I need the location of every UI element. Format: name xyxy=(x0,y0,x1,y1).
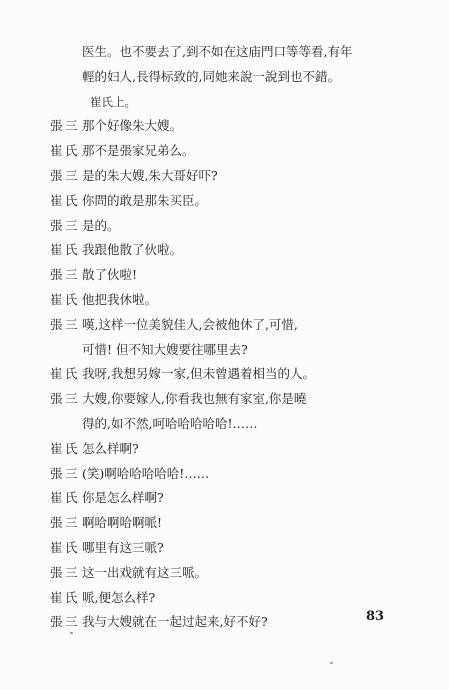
speaker-name-char-1: 張 xyxy=(50,391,63,407)
line-text: 是的朱大嫂,朱大哥好吓? xyxy=(82,168,218,183)
speaker-name-char-2: 氏 xyxy=(65,540,78,555)
line-text: 我与大嫂就在一起过起来,好不好? xyxy=(82,614,268,630)
speaker-name-char-2: 氏 xyxy=(65,366,78,382)
dialogue-line xyxy=(0,114,449,138)
speaker-name-char-1: 崔 xyxy=(50,440,63,456)
speaker-name-char-1: 崔 xyxy=(50,192,63,208)
speaker-name-char-1: 崔 xyxy=(50,490,63,506)
line-text: 可惜! 但不知大嫂要往哪里去? xyxy=(82,341,248,357)
line-text: 怎么样啊? xyxy=(82,440,139,456)
dialogue-line xyxy=(0,313,449,337)
speaker-name-char-1: 崔 xyxy=(50,242,63,258)
line-text: 輕的妇人,長得标致的,同她来說一說到也不錯。 xyxy=(82,68,340,84)
speaker-name-char-2: 氏 xyxy=(65,292,78,307)
continuation-line xyxy=(0,338,449,362)
dialogue-line xyxy=(0,586,449,610)
dialogue-line xyxy=(0,536,449,560)
continuation-line xyxy=(0,65,449,89)
dialogue-line xyxy=(0,214,449,238)
line-text: 那个好像朱大嫂。 xyxy=(82,118,183,134)
stage-direction-text: 崔氏上。 xyxy=(90,94,136,109)
speaker-name-char-1: 崔 xyxy=(50,143,63,159)
continuation-line xyxy=(0,412,449,436)
speaker-name-char-1: 張 xyxy=(50,614,63,630)
speaker-name-char-1: 張 xyxy=(50,515,63,531)
line-text: 我呀,我想另嫁一家,但未曾遇着相当的人。 xyxy=(82,366,315,382)
speaker-name-char-2: 氏 xyxy=(65,242,78,258)
dialogue-line xyxy=(0,288,449,312)
dialogue-line xyxy=(0,511,449,535)
speaker-name-char-2: 氏 xyxy=(65,589,78,605)
speaker-name-char-1: 張 xyxy=(50,217,63,233)
dialogue-line xyxy=(0,437,449,461)
speaker-name-char-2: 氏 xyxy=(65,192,78,208)
speaker-name-char-2: 氏 xyxy=(65,440,78,456)
dialogue-line xyxy=(0,238,449,262)
line-text: 医生。也不要去了,到不如在这庙門口等等看,有年 xyxy=(82,44,353,59)
line-text: 嘆,这样一位美貌佳人,会被他休了,可惜, xyxy=(82,316,298,332)
speaker-name-char-2: 三 xyxy=(65,564,78,580)
line-text: 哌,便怎么样? xyxy=(82,589,156,605)
stage-direction xyxy=(0,90,449,114)
speaker-name-char-1: 崔 xyxy=(50,292,63,307)
line-text: 你問的敢是那朱买臣。 xyxy=(82,192,208,208)
line-text: 那不是張家兄弟么。 xyxy=(82,143,195,159)
speaker-name-char-2: 三 xyxy=(65,465,78,481)
line-text: 我跟他散了伙啦。 xyxy=(82,242,183,258)
page-number: 83 xyxy=(366,609,385,624)
scan-speck xyxy=(330,662,333,664)
dialogue-line xyxy=(0,189,449,213)
dialogue-line xyxy=(0,263,449,287)
speaker-name-char-2: 三 xyxy=(65,316,78,332)
speaker-name-char-2: 三 xyxy=(65,168,78,183)
dialogue-line xyxy=(0,561,449,585)
line-text: 哪里有这三哌? xyxy=(82,540,164,555)
line-text: 你是怎么样啊? xyxy=(82,490,164,506)
speaker-name-char-1: 崔 xyxy=(50,540,63,555)
dialogue-line xyxy=(0,387,449,411)
line-text: 他把我休啦。 xyxy=(82,292,158,307)
speaker-name-char-2: 三 xyxy=(65,515,78,531)
speaker-name-char-1: 張 xyxy=(50,168,63,183)
speaker-name-char-2: 三 xyxy=(65,217,78,233)
dialogue-line xyxy=(0,362,449,386)
speaker-name-char-1: 張 xyxy=(50,118,63,134)
speaker-name-char-1: 崔 xyxy=(50,589,63,605)
speaker-name-char-2: 氏 xyxy=(65,143,78,159)
line-text: 是的。 xyxy=(82,217,120,233)
speaker-name-char-1: 崔 xyxy=(50,366,63,382)
dialogue-line xyxy=(0,164,449,188)
line-text: (笑)啊哈哈哈哈哈!…… xyxy=(82,465,210,481)
line-text: 散了伙啦! xyxy=(82,267,138,283)
speaker-name-char-2: 氏 xyxy=(65,490,78,506)
speaker-name-char-1: 張 xyxy=(50,564,63,580)
scan-speck xyxy=(70,632,73,634)
continuation-line xyxy=(0,40,449,64)
line-text: 啊哈啊哈啊哌! xyxy=(82,515,163,531)
speaker-name-char-1: 張 xyxy=(50,316,63,332)
dialogue-line xyxy=(0,486,449,510)
dialogue-line xyxy=(0,139,449,163)
dialogue-line xyxy=(0,462,449,486)
speaker-name-char-1: 張 xyxy=(50,465,63,481)
line-text: 得的,如不然,呵哈哈哈哈哈!…… xyxy=(82,416,258,431)
speaker-name-char-2: 三 xyxy=(65,118,78,134)
line-text: 大嫂,你要嫁人,你看我也無有家室,你是曉 xyxy=(82,391,307,407)
speaker-name-char-2: 三 xyxy=(65,391,78,407)
speaker-name-char-1: 張 xyxy=(50,267,63,283)
line-text: 这一出戏就有这三哌。 xyxy=(82,564,208,580)
speaker-name-char-2: 三 xyxy=(65,614,78,630)
speaker-name-char-2: 三 xyxy=(65,267,78,283)
